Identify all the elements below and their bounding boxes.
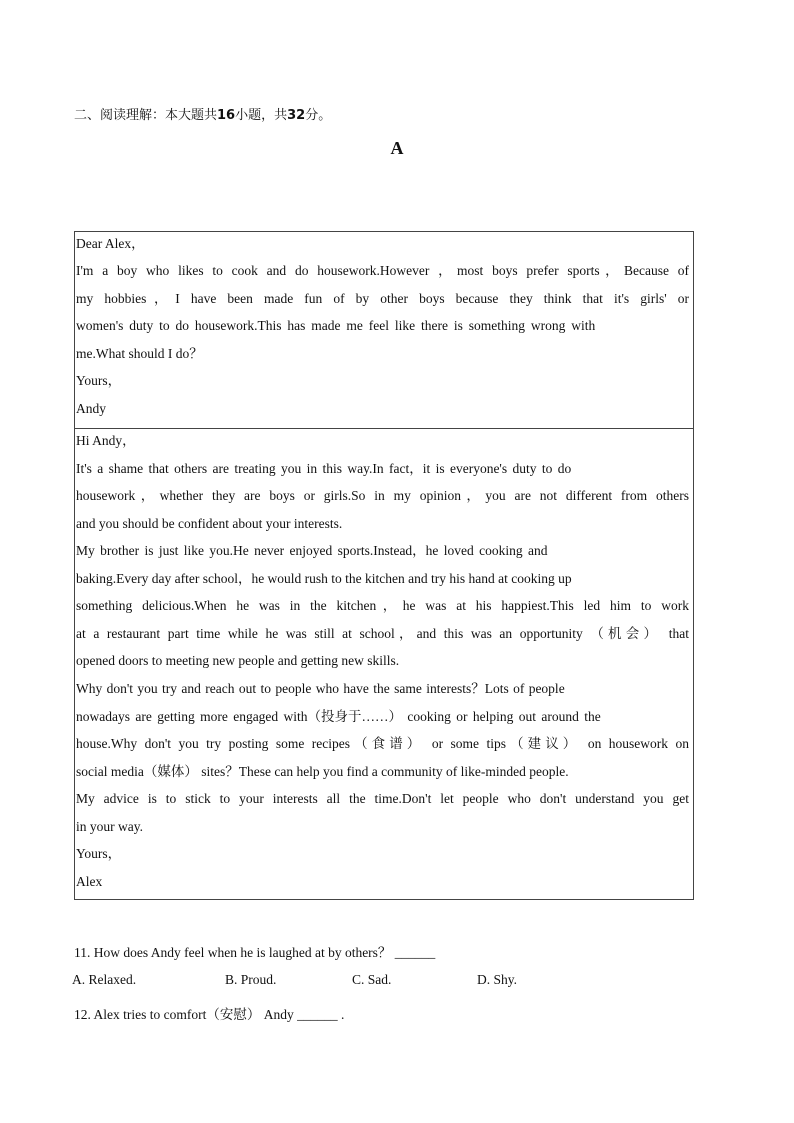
letter-line: social media（媒体） sites？These can help you find a community of like-minded people. (76, 764, 569, 779)
passage-title: A (390, 138, 404, 158)
letter-line: Why don't you try and reach out to people who have the same interests？Lots of people (76, 681, 565, 696)
score-total: 32 (287, 108, 306, 123)
question-12: 12. Alex tries to comfort（安慰） Andy ______ . (74, 1007, 345, 1022)
letter-line: women's duty to do housework.This has made me feel like there is something wrong with (76, 318, 596, 333)
letter-line: Yours， (76, 373, 122, 388)
option-b[interactable]: B. Proud. (225, 972, 277, 987)
letter-line: my hobbies，I have been made fun of by other boys because they think that it's girls' or (76, 291, 689, 306)
letter-line: It's a shame that others are treating you in this way.In fact，it is everyone's duty to do (76, 461, 572, 476)
letter-line: Yours， (76, 846, 122, 861)
letter-line: My advice is to stick to your interests all the time.Don't let people who don't understand you get (76, 791, 689, 806)
letter-line: and you should be confident about your interests. (76, 516, 343, 531)
letter-line: house.Why don't you try posting some recipes（食谱） or some tips（建议） on housework on (76, 736, 689, 751)
letter-line: Hi Andy， (76, 433, 136, 448)
heading-suffix: 分。 (305, 108, 332, 123)
letter-line: Alex (76, 874, 103, 889)
option-a[interactable]: A. Relaxed. (72, 972, 137, 987)
letters-box (74, 231, 694, 900)
letter-line: in your way. (76, 819, 143, 834)
letter-line: I'm a boy who likes to cook and do housework.However ，most boys prefer sports，Because of (76, 263, 689, 278)
heading-prefix: 二、阅读理解：本大题共 (74, 108, 218, 123)
letter-line: Dear Alex， (76, 236, 145, 251)
letter-line: nowadays are getting more engaged with（投身于……） cooking or helping out around the (76, 709, 601, 724)
letter-line: something delicious.When he was in the kitchen，he was at his happiest.This led him to work (76, 598, 689, 613)
letter-line: housework，whether they are boys or girls.So in my opinion，you are not different from others (76, 488, 689, 503)
question-11: 11. How does Andy feel when he is laughed at by others？ ______ (74, 945, 436, 960)
letter-from-andy (75, 232, 693, 429)
option-c[interactable]: C. Sad. (352, 972, 392, 987)
option-d[interactable]: D. Shy. (477, 972, 518, 987)
letter-line: me.What should I do？ (76, 346, 203, 361)
heading-mid: 小题，共 (235, 108, 288, 123)
letter-line: baking.Every day after school，he would rush to the kitchen and try his hand at cooking up (76, 571, 572, 586)
letter-line: opened doors to meeting new people and getting new skills. (76, 653, 400, 668)
section-heading (74, 104, 331, 123)
letter-line: Andy (76, 401, 106, 416)
question-count: 16 (217, 108, 236, 123)
letter-line: My brother is just like you.He never enjoyed sports.Instead，he loved cooking and (76, 543, 548, 558)
letter-line: at a restaurant part time while he was still at school，and this was an opportunity （机会） that (76, 626, 689, 641)
